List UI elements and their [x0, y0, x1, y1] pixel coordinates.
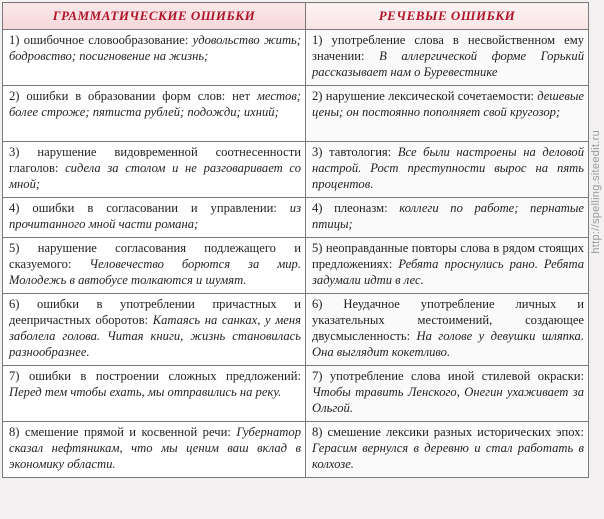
error-example: дешевые цены; он постоянно пополняет свой кругозор; [312, 89, 584, 119]
table-row [3, 422, 589, 478]
grammatical-error-cell [3, 422, 306, 478]
error-description: 5) нарушение согласования подлежащего и сказуемого: [9, 241, 301, 271]
grammatical-error-cell [3, 30, 306, 86]
grammatical-error-cell [3, 366, 306, 422]
error-description: 5) неоправданные повторы слова в рядом стоящих предложениях: [312, 241, 584, 271]
speech-error-cell [306, 366, 589, 422]
error-example: удовольство жить; бодровство; посигновение на жизнь; [9, 33, 301, 63]
speech-error-cell [306, 198, 589, 238]
error-description: 1) употребление слова в несвойственном ему значении: [312, 33, 584, 63]
error-description: 7) употребление слова иной стилевой окраски: [312, 369, 584, 383]
table-row [3, 366, 589, 422]
speech-error-cell [306, 86, 589, 142]
error-example: Губернатор сказал нефтяникам, что мы ценим ваш вклад в экономику области. [9, 425, 301, 471]
grammatical-error-cell [3, 238, 306, 294]
speech-error-cell [306, 30, 589, 86]
table-row [3, 238, 589, 294]
error-example: Перед тем чтобы ехать, мы отправились на реку. [9, 385, 282, 399]
error-description: 4) ошибки в согласовании и управлении: [9, 201, 277, 215]
error-description: 7) ошибки в построении сложных предложений: [9, 369, 301, 383]
error-example: Герасим вернулся в деревню и стал работать в колхозе. [312, 441, 584, 471]
table-row [3, 30, 589, 86]
error-description: 3) нарушение видовременной соотнесенности глаголов: [9, 145, 301, 175]
error-description: 3) тавтология: [312, 145, 392, 159]
speech-error-cell [306, 294, 589, 366]
error-example: Катаясь на санках, у меня заболела голова. Читая книги, жизнь становилась разнообразнее. [9, 313, 301, 359]
error-example: из прочитанного мной части романа; [9, 201, 301, 231]
speech-error-cell [306, 238, 589, 294]
error-example: Человечество борются за мир. Молодежь в автобусе толкаются и шумят. [9, 257, 301, 287]
grammatical-error-cell [3, 142, 306, 198]
site-watermark: http://spelling.siteedit.ru [590, 130, 602, 254]
error-example: местов; более строже; пятиста рублей; подожди; ихний; [9, 89, 301, 119]
table-row [3, 86, 589, 142]
error-description: 6) Неудачное употребление личных и указательных местоимений, создающее двусмысленность: [312, 297, 584, 343]
table-row [3, 142, 589, 198]
grammatical-error-cell [3, 198, 306, 238]
error-example: Ребята проснулись рано. Ребята задумали идти в лес. [312, 257, 584, 287]
error-example: Все были настроены на деловой настрой. Рост преступности вырос на пять процентов. [312, 145, 584, 191]
grammatical-error-cell [3, 294, 306, 366]
error-example: коллеги по работе; пернатые птицы; [312, 201, 584, 231]
error-example: В аллергической форме Горький рассказывает нам о Буревестнике [312, 49, 584, 79]
grammatical-error-cell [3, 86, 306, 142]
table-row [3, 198, 589, 238]
header-grammatical-errors: ГРАММАТИЧЕСКИЕ ОШИБКИ [3, 3, 306, 30]
error-description: 8) смешение лексики разных исторических эпох: [312, 425, 584, 439]
error-description: 1) ошибочное словообразование: [9, 33, 189, 47]
error-description: 6) ошибки в употреблении причастных и деепричастных оборотов: [9, 297, 301, 327]
error-description: 2) нарушение лексической сочетаемости: [312, 89, 534, 103]
errors-table [2, 2, 589, 478]
speech-error-cell [306, 422, 589, 478]
error-description: 4) плеоназм: [312, 201, 388, 215]
error-example: Чтобы травить Ленского, Онегин ухаживает за Ольгой. [312, 385, 584, 415]
error-example: На голове у девушки шляпка. Она выглядит кокетливо. [312, 329, 584, 359]
speech-error-cell [306, 142, 589, 198]
error-description: 8) смешение прямой и косвенной речи: [9, 425, 231, 439]
table-row [3, 294, 589, 366]
error-description: 2) ошибки в образовании форм слов: нет [9, 89, 251, 103]
header-row [3, 3, 589, 30]
header-speech-errors: РЕЧЕВЫЕ ОШИБКИ [306, 3, 589, 30]
error-example: сидела за столом и не разговаривает со мной; [9, 161, 301, 191]
